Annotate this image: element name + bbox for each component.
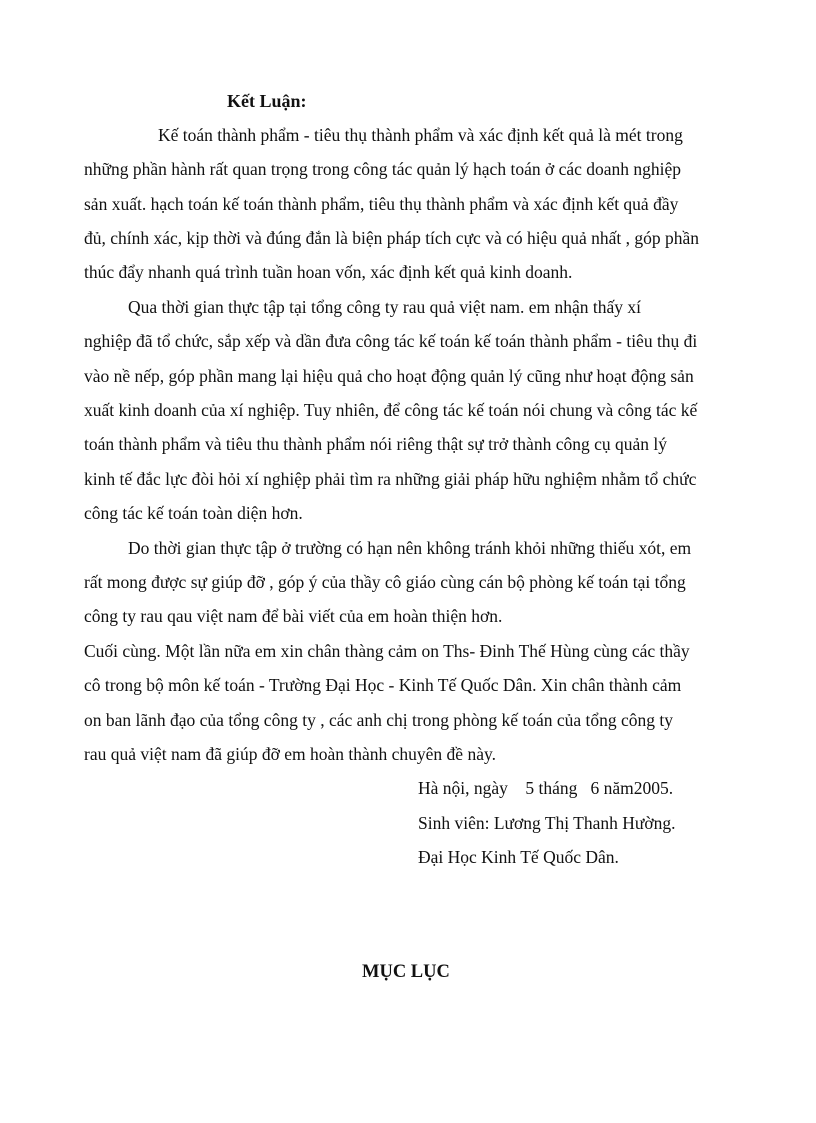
paragraph-4-line: on ban lãnh đạo của tổng công ty , các anh chị trong phòng kế toán của tổng công ty bbox=[84, 710, 674, 730]
paragraph-4-line: rau quả việt nam đã giúp đỡ em hoàn thành chuyên đề này. bbox=[84, 744, 496, 764]
paragraph-2-line: Qua thời gian thực tập tại tổng công ty rau quả việt nam. em nhận thấy xí bbox=[128, 297, 641, 317]
paragraph-1-line: những phần hành rất quan trọng trong công tác quản lý hạch toán ở các doanh nghiệp bbox=[84, 159, 682, 179]
paragraph-4-line: cô trong bộ môn kế toán - Trường Đại Học - Kinh Tế Quốc Dân. Xin chân thành cảm bbox=[84, 675, 682, 695]
signature-student: Sinh viên: Lương Thị Thanh Hường. bbox=[418, 813, 676, 833]
paragraph-2-line: xuất kinh doanh của xí nghiệp. Tuy nhiên, để công tác kế toán nói chung và công tác kế bbox=[84, 400, 698, 420]
signature-date: Hà nội, ngày 5 tháng 6 năm2005. bbox=[418, 778, 674, 798]
paragraph-2-line: vào nề nếp, góp phần mang lại hiệu quả cho hoạt động quản lý cũng như hoạt động sản bbox=[84, 366, 694, 386]
signature-school: Đại Học Kinh Tế Quốc Dân. bbox=[418, 847, 619, 867]
paragraph-3-line: Do thời gian thực tập ở trường có hạn nên không tránh khỏi những thiếu xót, em bbox=[128, 538, 692, 558]
paragraph-4-line: Cuối cùng. Một lần nữa em xin chân thàng cảm on Ths- Đinh Thế Hùng cùng các thầy bbox=[84, 641, 690, 661]
paragraph-2-line: toán thành phẩm và tiêu thu thành phẩm nói riêng thật sự trở thành công cụ quản lý bbox=[84, 434, 667, 454]
paragraph-3-line: công ty rau qau việt nam để bài viết của em hoàn thiện hơn. bbox=[84, 606, 503, 626]
paragraph-2-line: công tác kế toán toàn diện hơn. bbox=[84, 503, 303, 523]
paragraph-2-line: kinh tế đắc lực đòi hỏi xí nghiệp phải tìm ra những giải pháp hữu nghiệm nhằm tổ chức bbox=[84, 469, 697, 489]
paragraph-1-line: đủ, chính xác, kịp thời và đúng đắn là biện pháp tích cực và có hiệu quả nhất , góp phần bbox=[84, 228, 700, 248]
paragraph-1-line: sản xuất. hạch toán kế toán thành phẩm, tiêu thụ thành phẩm và xác định kết quả đầy bbox=[84, 194, 679, 214]
conclusion-title: Kết Luận: bbox=[227, 91, 307, 111]
paragraph-1-line: thúc đẩy nhanh quá trình tuần hoan vốn, xác định kết quả kinh doanh. bbox=[84, 262, 573, 282]
toc-title: MỤC LỤC bbox=[362, 962, 450, 982]
paragraph-3-line: rất mong được sự giúp đỡ , góp ý của thầy cô giáo cùng cán bộ phòng kế toán tại tổng bbox=[84, 572, 686, 592]
paragraph-1-line: Kế toán thành phẩm - tiêu thụ thành phẩm và xác định kết quả là mét trong bbox=[158, 125, 683, 145]
paragraph-2-line: nghiệp đã tổ chức, sắp xếp và dần đưa công tác kế toán kế toán thành phẩm - tiêu thụ đi bbox=[84, 331, 698, 351]
